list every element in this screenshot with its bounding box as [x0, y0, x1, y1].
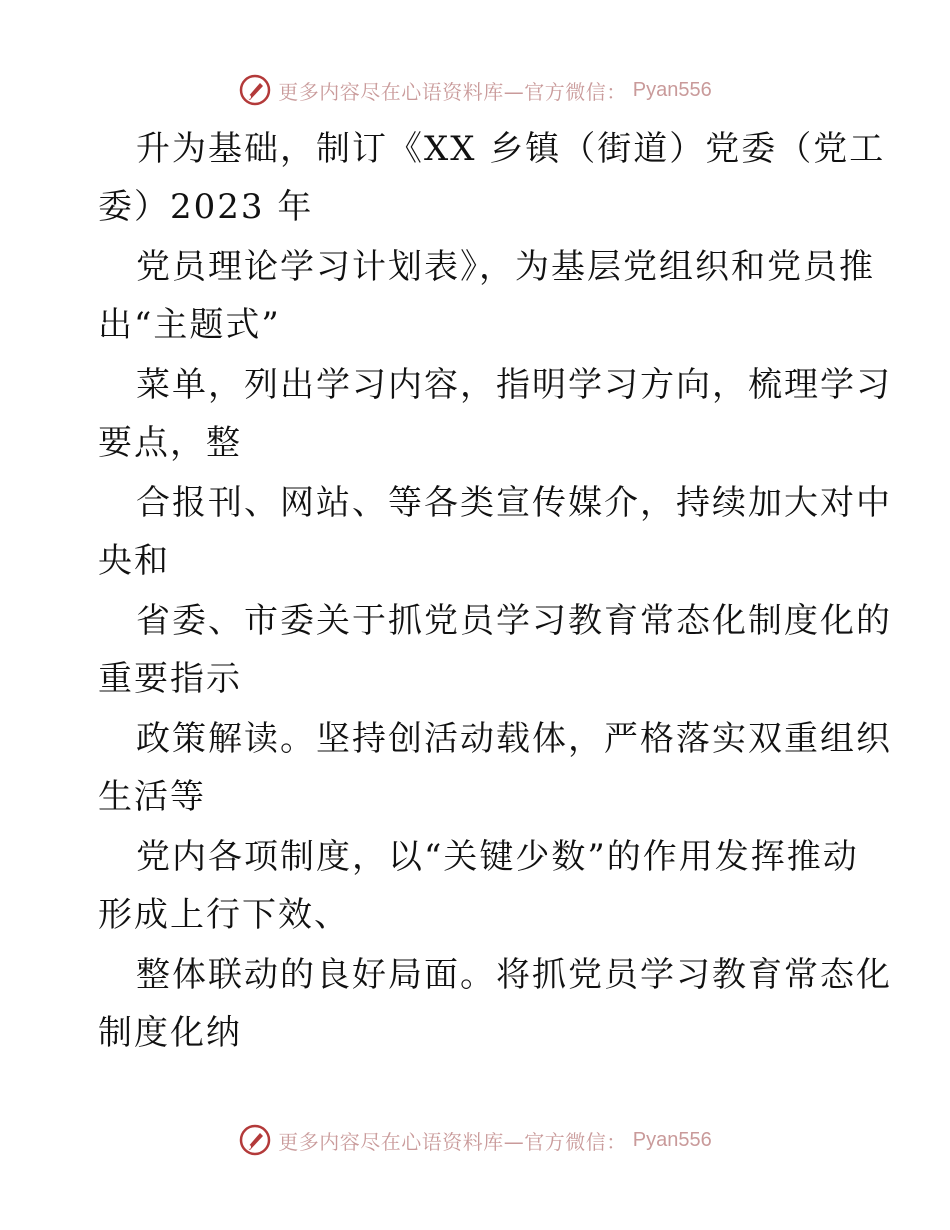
pen-logo-icon — [238, 1123, 272, 1157]
pen-logo-icon — [238, 73, 272, 107]
text-line: 要点，整 — [98, 423, 242, 463]
watermark-text: 更多内容尽在心语资料库—官方微信： — [278, 79, 627, 104]
watermark-text: 更多内容尽在心语资料库—官方微信： — [278, 1129, 627, 1154]
text-line: 制度化纳 — [98, 1013, 242, 1053]
text-line: 重要指示 — [98, 659, 242, 699]
text-line: 升为基础，制订《XX 乡镇（街道）党委（党工 — [136, 129, 886, 169]
watermark-account: Pyan556 — [632, 1128, 712, 1151]
text-line: 省委、市委关于抓党员学习教育常态化制度化的 — [136, 601, 892, 641]
watermark-account: Pyan556 — [632, 78, 712, 101]
paragraph-3 — [98, 356, 892, 472]
text-line: 出“主题式” — [98, 305, 281, 345]
text-line: 菜单，列出学习内容，指明学习方向，梳理学习 — [136, 365, 892, 405]
text-line: 政策解读。坚持创活动载体，严格落实双重组织 — [136, 719, 892, 759]
text-line: 党员理论学习计划表》，为基层党组织和党员推 — [136, 247, 875, 287]
paragraph-5 — [98, 592, 892, 708]
text-line: 央和 — [98, 541, 170, 581]
paragraph-4 — [98, 474, 892, 590]
header-watermark — [0, 70, 950, 110]
text-line: 合报刊、网站、等各类宣传媒介，持续加大对中 — [136, 483, 892, 523]
paragraph-6 — [98, 710, 892, 826]
text-line: 生活等 — [98, 777, 206, 817]
text-line: 整体联动的良好局面。将抓党员学习教育常态化 — [136, 955, 892, 995]
text-line: 委）2023 年 — [98, 187, 314, 227]
paragraph-8 — [98, 946, 892, 1062]
paragraph-7 — [98, 828, 858, 944]
paragraph-2 — [98, 238, 875, 354]
paragraph-1 — [98, 120, 886, 236]
text-line: 形成上行下效、 — [98, 895, 350, 935]
document-body — [98, 120, 892, 1064]
text-line: 党内各项制度，以“关键少数”的作用发挥推动 — [136, 837, 859, 877]
footer-watermark — [0, 1120, 950, 1160]
